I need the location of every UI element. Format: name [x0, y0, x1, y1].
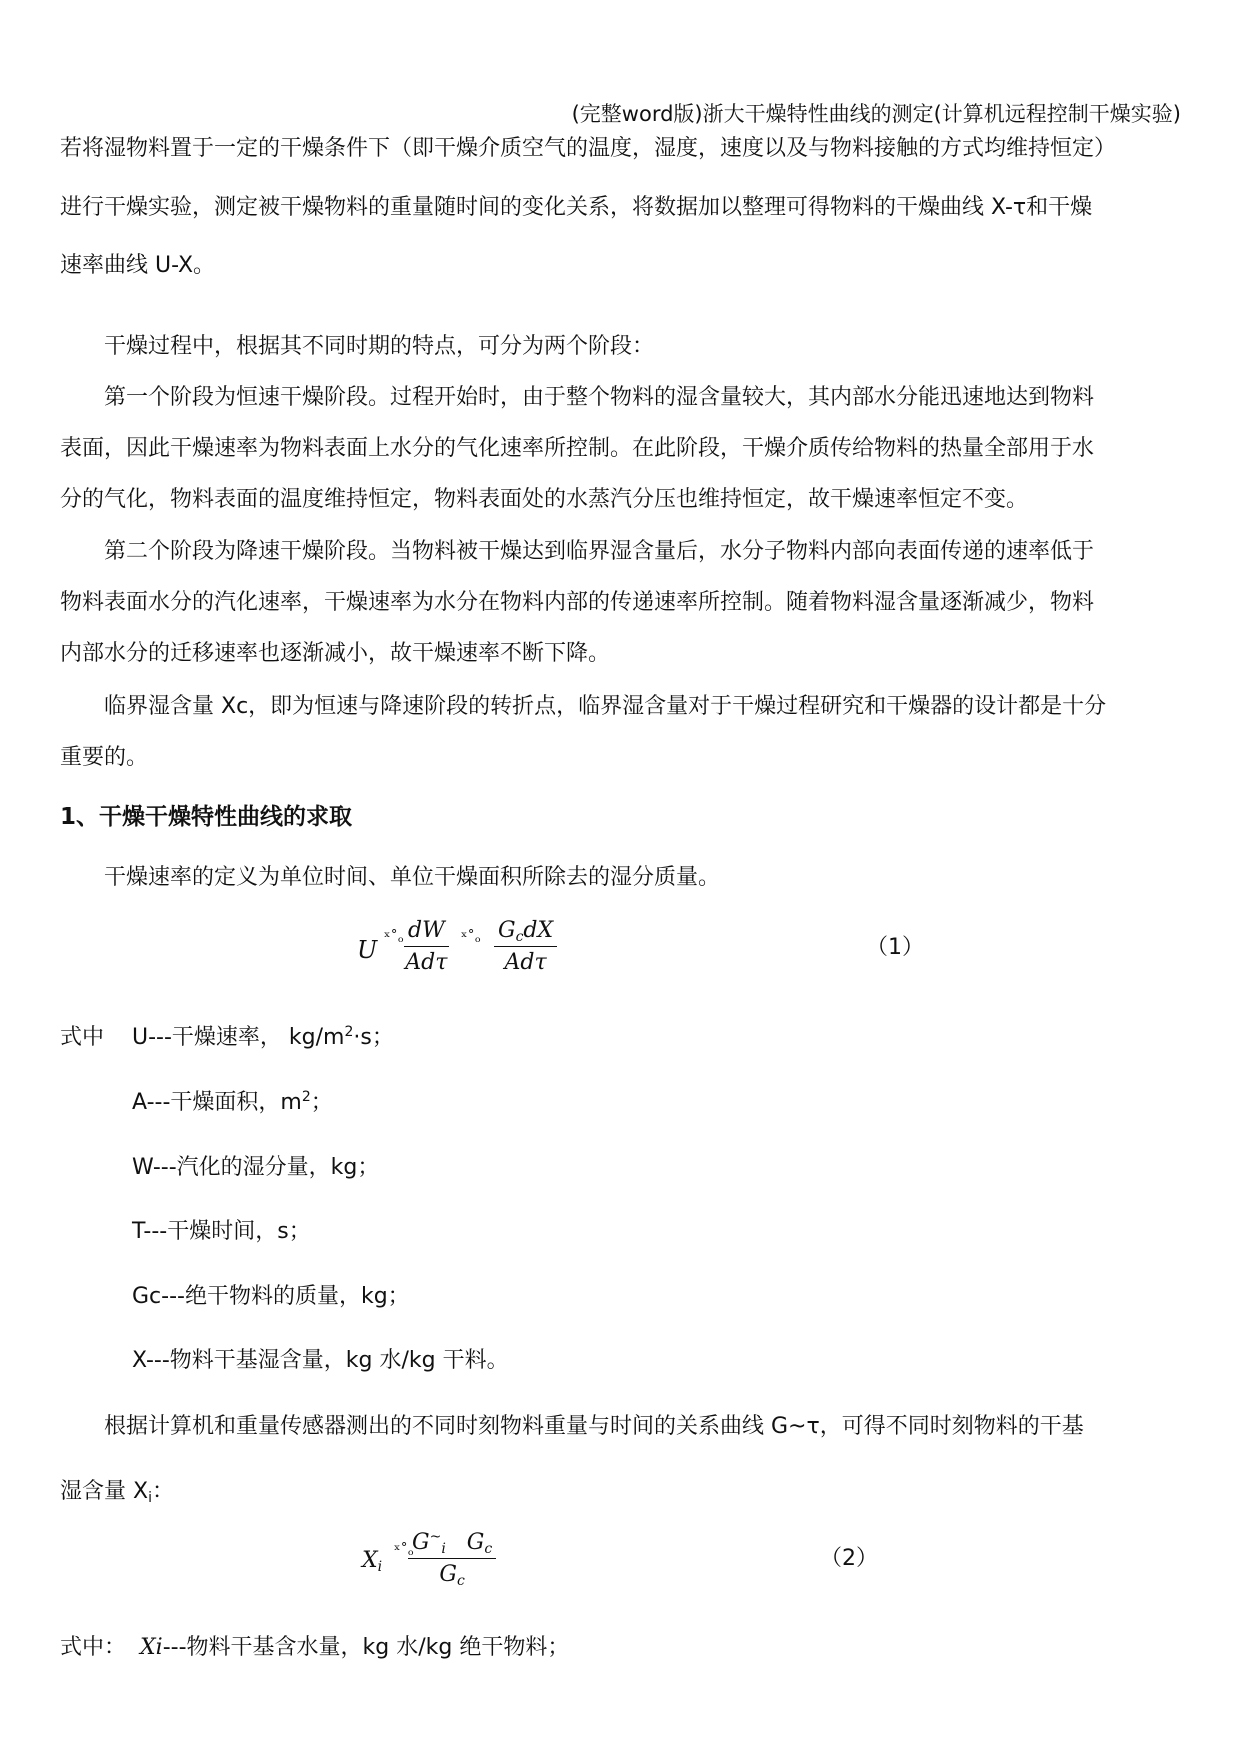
eq2-operator: ˣ˚ₒ [394, 1541, 414, 1559]
eq2-number: （2） [820, 1546, 878, 1571]
eq1-lhs: U [357, 936, 378, 964]
curve-text-line-2: 湿含量 $X_i$： [60, 1479, 174, 1506]
symbol-U: U---干燥速率， $kg/m^2\cdot s$； [132, 1024, 394, 1050]
critical-line-2: 重要的。 [60, 745, 149, 770]
critical-line-1: 临界湿含量 Xc，即为恒速与降速阶段的转折点，临界湿含量对于干燥过程研究和干燥器的设计都是十分 [104, 694, 1107, 719]
symbol-A: A---干燥面积，$m^2$； [132, 1089, 333, 1115]
eq1-fraction-1 [404, 918, 449, 975]
stages-intro: 干燥过程中，根据其不同时期的特点，可分为两个阶段： [104, 334, 655, 359]
eq1-frac1-denominator: Adτ [405, 950, 448, 975]
section-heading: 1、干燥干燥特性曲线的求取 [60, 804, 353, 830]
eq1-frac2-numerator: $G_cdX$ [494, 918, 557, 947]
symbol-W: W---汽化的湿分量，kg； [132, 1155, 380, 1180]
symbol-X: X---物料干基湿含量，kg 水/kg 干料。 [132, 1348, 509, 1373]
second-stage-line-1: 第二个阶段为降速干燥阶段。当物料被干燥达到临界湿含量后，水分子物料内部向表面传递的速率低于 [104, 539, 1095, 564]
eq2-lhs: $X_i$ [362, 1548, 383, 1575]
intro-line-1: 若将湿物料置于一定的干燥条件下（即干燥介质空气的温度，湿度，速度以及与物料接触的方式均维持恒定） [60, 136, 1117, 161]
first-stage-line-2: 表面，因此干燥速率为物料表面上水分的气化速率所控制。在此阶段，干燥介质传给物料的热量全部用于水 [60, 436, 1095, 461]
first-stage-line-1: 第一个阶段为恒速干燥阶段。过程开始时，由于整个物料的湿含量较大，其内部水分能迅速地达到物料 [104, 385, 1095, 410]
eq2-fraction [408, 1530, 496, 1587]
eq1-operator-1: ˣ˚ₒ [384, 928, 404, 946]
intro-line-2: 进行干燥实验，测定被干燥物料的重量随时间的变化关系，将数据加以整理可得物料的干燥曲线 X-τ和干燥 [60, 195, 1093, 220]
eq1-frac1-numerator: dW [404, 918, 449, 947]
first-stage-line-3: 分的气化，物料表面的温度维持恒定，物料表面处的水蒸汽分压也维持恒定，故干燥速率恒定不变。 [60, 487, 1029, 512]
page-header: (完整word版)浙大干燥特性曲线的测定(计算机远程控制干燥实验) [571, 102, 1181, 126]
where-label-2: 式中： Xi---物料干基含水量，kg 水/kg 绝干物料； [60, 1635, 570, 1660]
eq1-operator-2: ˣ˚ₒ [461, 928, 481, 946]
intro-line-3: 速率曲线 U-X。 [60, 253, 216, 278]
second-stage-line-2: 物料表面水分的汽化速率，干燥速率为水分在物料内部的传递速率所控制。随着物料湿含量逐渐减少，物料 [60, 590, 1095, 615]
curve-text-line-1: 根据计算机和重量传感器测出的不同时刻物料重量与时间的关系曲线 G~τ，可得不同时刻物料的干基 [104, 1414, 1084, 1439]
eq1-frac2-denominator: Adτ [504, 950, 547, 975]
eq2-denominator: $G_c$ [439, 1562, 465, 1589]
second-stage-line-3: 内部水分的迁移速率也逐渐减小，故干燥速率不断下降。 [60, 641, 611, 666]
eq1-number: （1） [866, 935, 924, 960]
eq2-numerator: $G^\sim_i$ $G_c$ [408, 1530, 496, 1559]
eq1-fraction-2 [494, 918, 557, 975]
where-label-1: 式中 [60, 1025, 105, 1050]
symbol-Gc: Gc---绝干物料的质量，kg； [132, 1284, 410, 1309]
symbol-T: T---干燥时间，s； [132, 1219, 311, 1244]
rate-definition: 干燥速率的定义为单位时间、单位干燥面积所除去的湿分质量。 [104, 865, 721, 890]
